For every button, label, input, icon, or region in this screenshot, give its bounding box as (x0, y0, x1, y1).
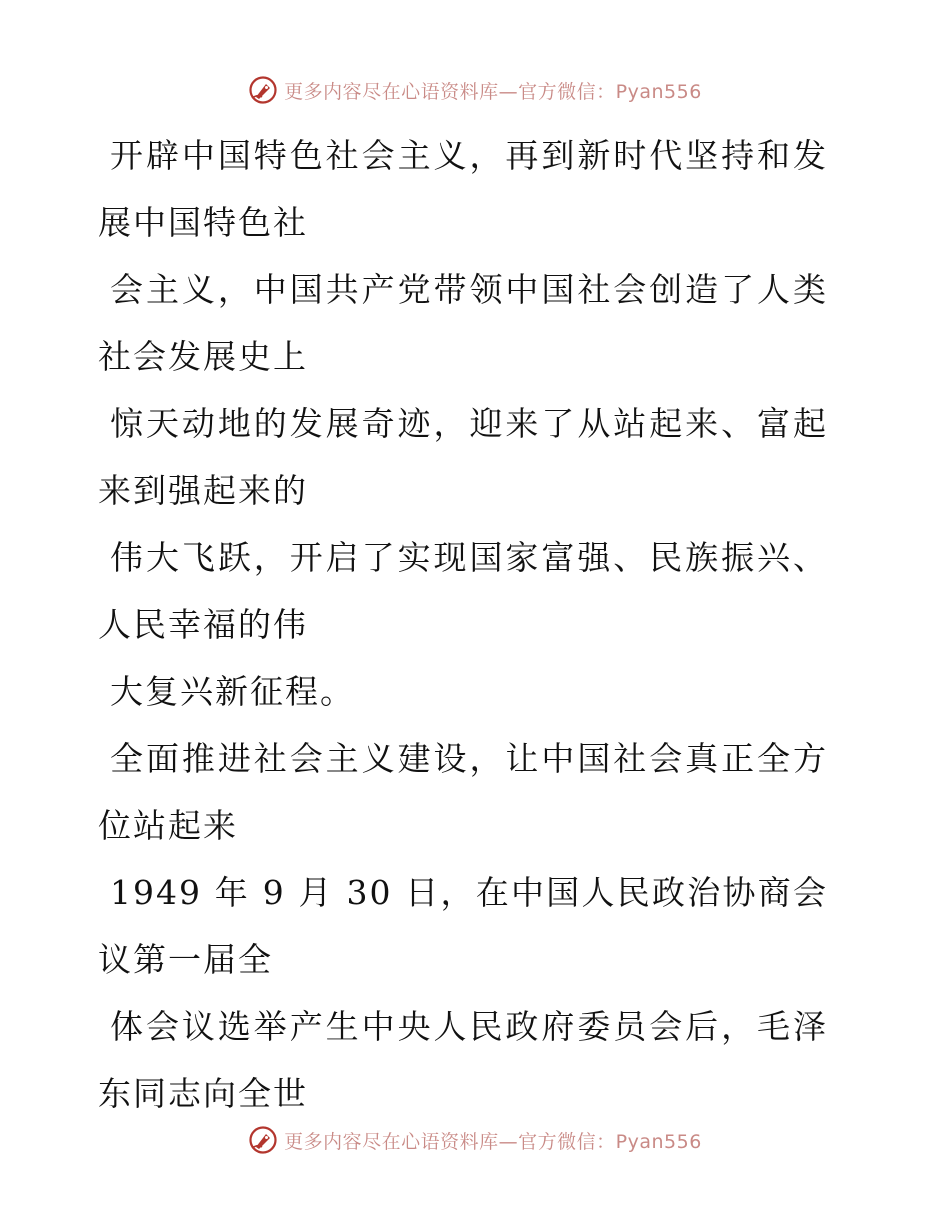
pen-nib-circle-icon (248, 1125, 278, 1155)
paragraph-1: 开辟中国特色社会主义，再到新时代坚持和发展中国特色社 (98, 136, 828, 242)
footer-banner (0, 1120, 950, 1160)
paragraph-5: 大复兴新征程。 (110, 672, 355, 711)
document-body (98, 122, 828, 1127)
paragraph-6: 全面推进社会主义建设，让中国社会真正全方位站起来 (98, 739, 828, 845)
header-banner (0, 70, 950, 110)
pen-nib-circle-icon (248, 75, 278, 105)
paragraph-2: 会主义，中国共产党带领中国社会创造了人类社会发展史上 (98, 270, 828, 376)
paragraph-7: 1949 年 9 月 30 日，在中国人民政治协商会议第一届全 (98, 873, 828, 979)
footer-banner-text: 更多内容尽在心语资料库—官方微信：Pyan556 (284, 1130, 702, 1153)
paragraph-8: 体会议选举产生中央人民政府委员会后，毛泽东同志向全世 (98, 1007, 828, 1113)
paragraph-4: 伟大飞跃，开启了实现国家富强、民族振兴、人民幸福的伟 (98, 538, 828, 644)
paragraph-3: 惊天动地的发展奇迹，迎来了从站起来、富起来到强起来的 (98, 404, 828, 510)
header-banner-text: 更多内容尽在心语资料库—官方微信：Pyan556 (284, 80, 702, 103)
